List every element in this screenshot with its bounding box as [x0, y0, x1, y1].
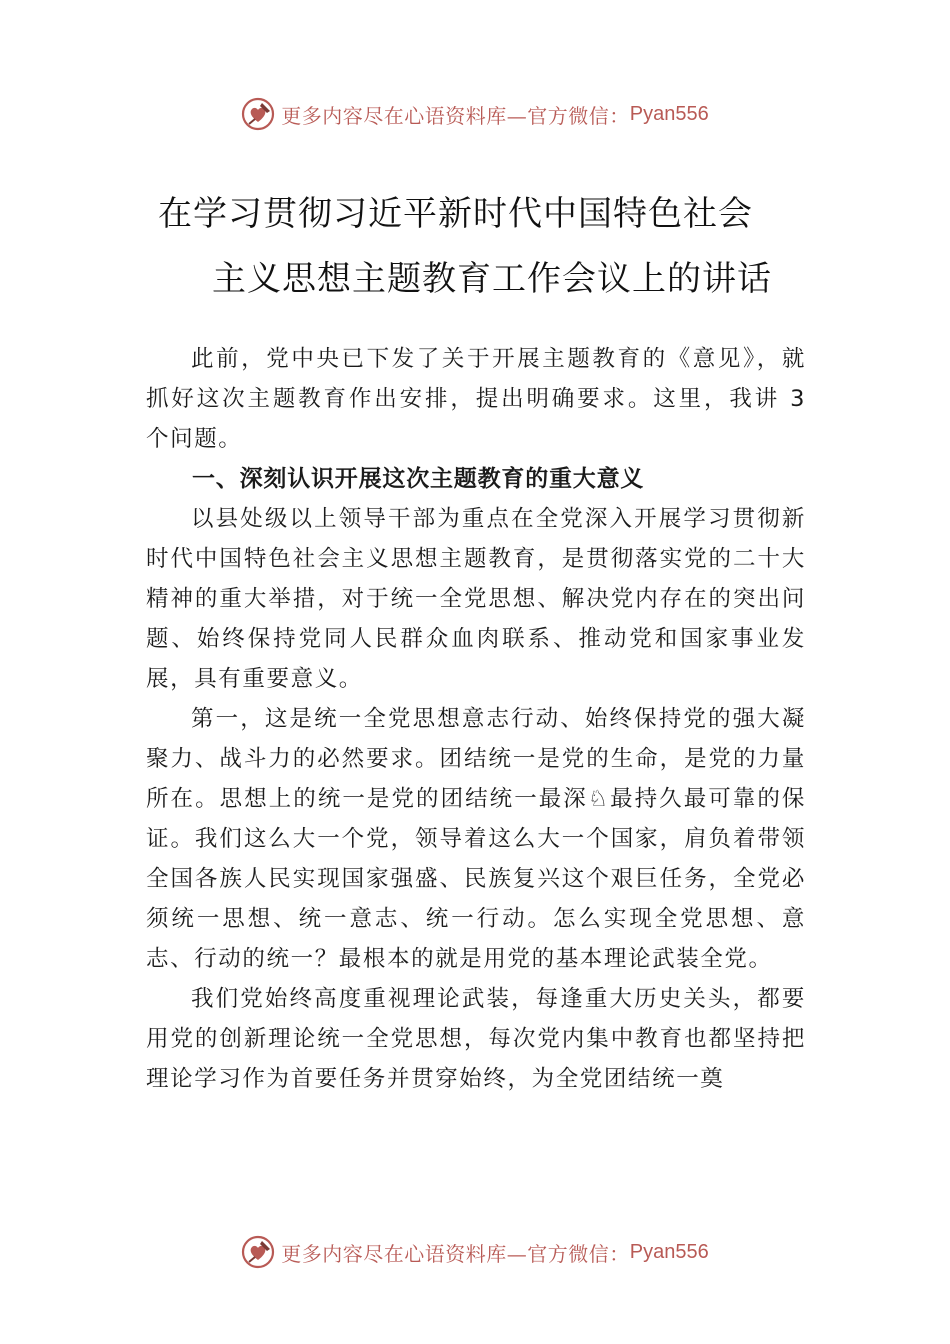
paragraph-first-point: 第一，这是统一全党思想意志行动、始终保持党的强大凝聚力、战斗力的必然要求。团结统一是党的生命，是党的力量所在。思想上的统一是党的团结统一最深♘最持久最可靠的保证。我们这么大一个党，领导着这么大一个国家，肩负着带领全国各族人民实现国家强盛、民族复兴这个艰巨任务，全党必须统一思想、统一意志、统一行动。怎么实现全党思想、意志、行动的统一？最根本的就是用党的基本理论武装全党。 [146, 706, 806, 972]
banner-text: 更多内容尽在心语资料库—官方微信： [281, 103, 630, 128]
heart-pen-logo-icon [241, 97, 275, 131]
paragraph-theory: 我们党始终高度重视理论武装，每逢重大历史关头，都要用党的创新理论统一全党思想，每次党内集中教育也都坚持把理论学习作为首要任务并贯穿始终，为全党团结统一奠 [146, 986, 806, 1092]
paragraph-intro: 此前，党中央已下发了关于开展主题教育的《意见》，就抓好这次主题教育作出安排，提出明确要求。这里，我讲 3 个问题。 [146, 346, 806, 452]
header-banner [0, 94, 950, 134]
banner-handle: Pyan556 [629, 1240, 709, 1263]
footer-banner [0, 1232, 950, 1272]
title-line-2: 主义思想主题教育工作会议上的讲话 [212, 259, 772, 299]
section-heading: 一、深刻认识开展这次主题教育的重大意义 [192, 466, 645, 492]
heart-pen-logo-icon [241, 1235, 275, 1269]
paragraph-significance: 以县处级以上领导干部为重点在全党深入开展学习贯彻新时代中国特色社会主义思想主题教育，是贯彻落实党的二十大精神的重大举措，对于统一全党思想、解决党内存在的突出问题、始终保持党同人民群众血肉联系、推动党和国家事业发展，具有重要意义。 [146, 506, 806, 692]
banner-text: 更多内容尽在心语资料库—官方微信： [281, 1241, 630, 1266]
banner-handle: Pyan556 [629, 102, 709, 125]
document-body [146, 339, 806, 1099]
title-line-1: 在学习贯彻习近平新时代中国特色社会 [158, 194, 753, 234]
